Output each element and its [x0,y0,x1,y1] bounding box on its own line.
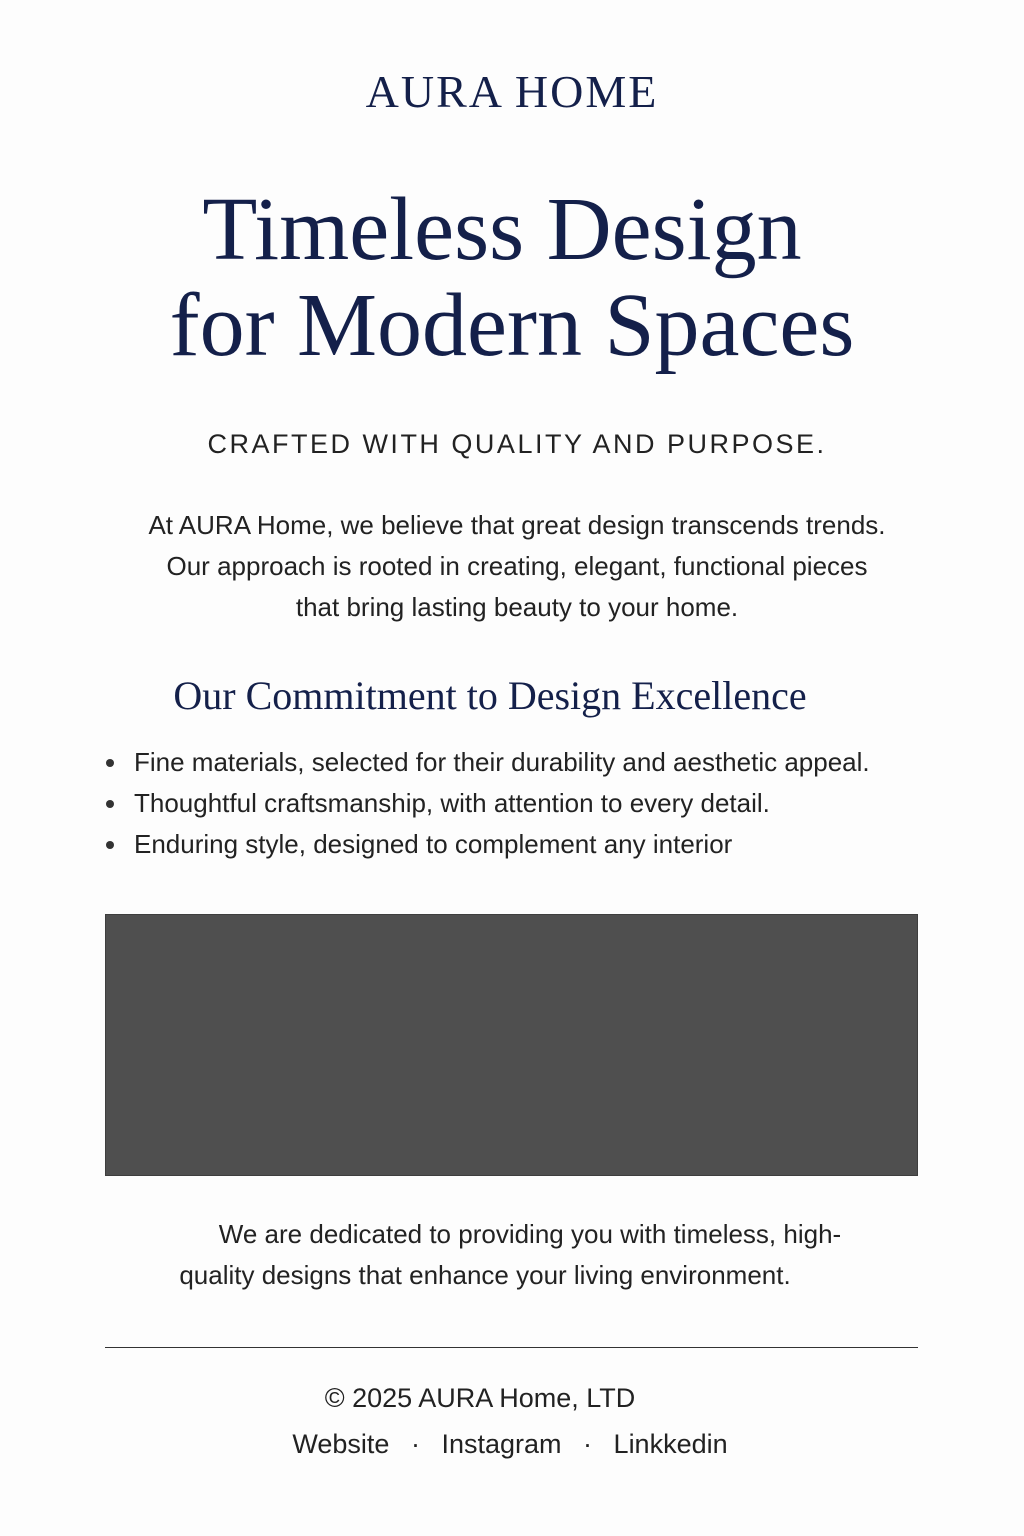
headline-line-2: for Modern Spaces [169,276,855,375]
link-separator: · [410,1429,420,1459]
linkedin-link[interactable]: Linkkedin [613,1429,728,1459]
bullet-icon [106,841,114,849]
commitment-list [104,742,870,865]
headline-line-1: Timeless Design [202,180,802,279]
bullet-icon [106,800,114,808]
brand-logo: AURA HOME [365,66,659,117]
list-item [104,742,870,783]
list-item [104,824,870,865]
hero-headline [0,182,1024,374]
copyright-text: © 2025 AURA Home, LTD [324,1383,636,1413]
footer-divider [105,1347,918,1348]
closing-paragraph [100,1214,920,1296]
tagline: CRAFTED WITH QUALITY AND PURPOSE. [207,429,827,459]
bullet-icon [106,759,114,767]
intro-line: At AURA Home, we believe that great design transcends trends. [148,510,886,540]
closing-line: We are dedicated to providing you with timeless, high- [218,1219,842,1249]
list-item [104,783,870,824]
intro-line: that bring lasting beauty to your home. [295,592,739,622]
list-item-text: Thoughtful craftsmanship, with attention to every detail. [134,788,770,818]
closing-line: quality designs that enhance your living environment. [179,1260,791,1290]
link-separator: · [583,1429,593,1459]
website-link[interactable]: Website [292,1429,390,1459]
intro-paragraph [80,505,954,628]
instagram-link[interactable]: Instagram [441,1429,562,1459]
intro-line: Our approach is rooted in creating, elegant, functional pieces [166,551,868,581]
list-item-text: Fine materials, selected for their durability and aesthetic appeal. [134,747,870,777]
commitment-heading: Our Commitment to Design Excellence [173,673,807,718]
footer-links [0,1426,1020,1462]
image-placeholder [105,914,918,1176]
list-item-text: Enduring style, designed to complement any interior [134,829,733,859]
